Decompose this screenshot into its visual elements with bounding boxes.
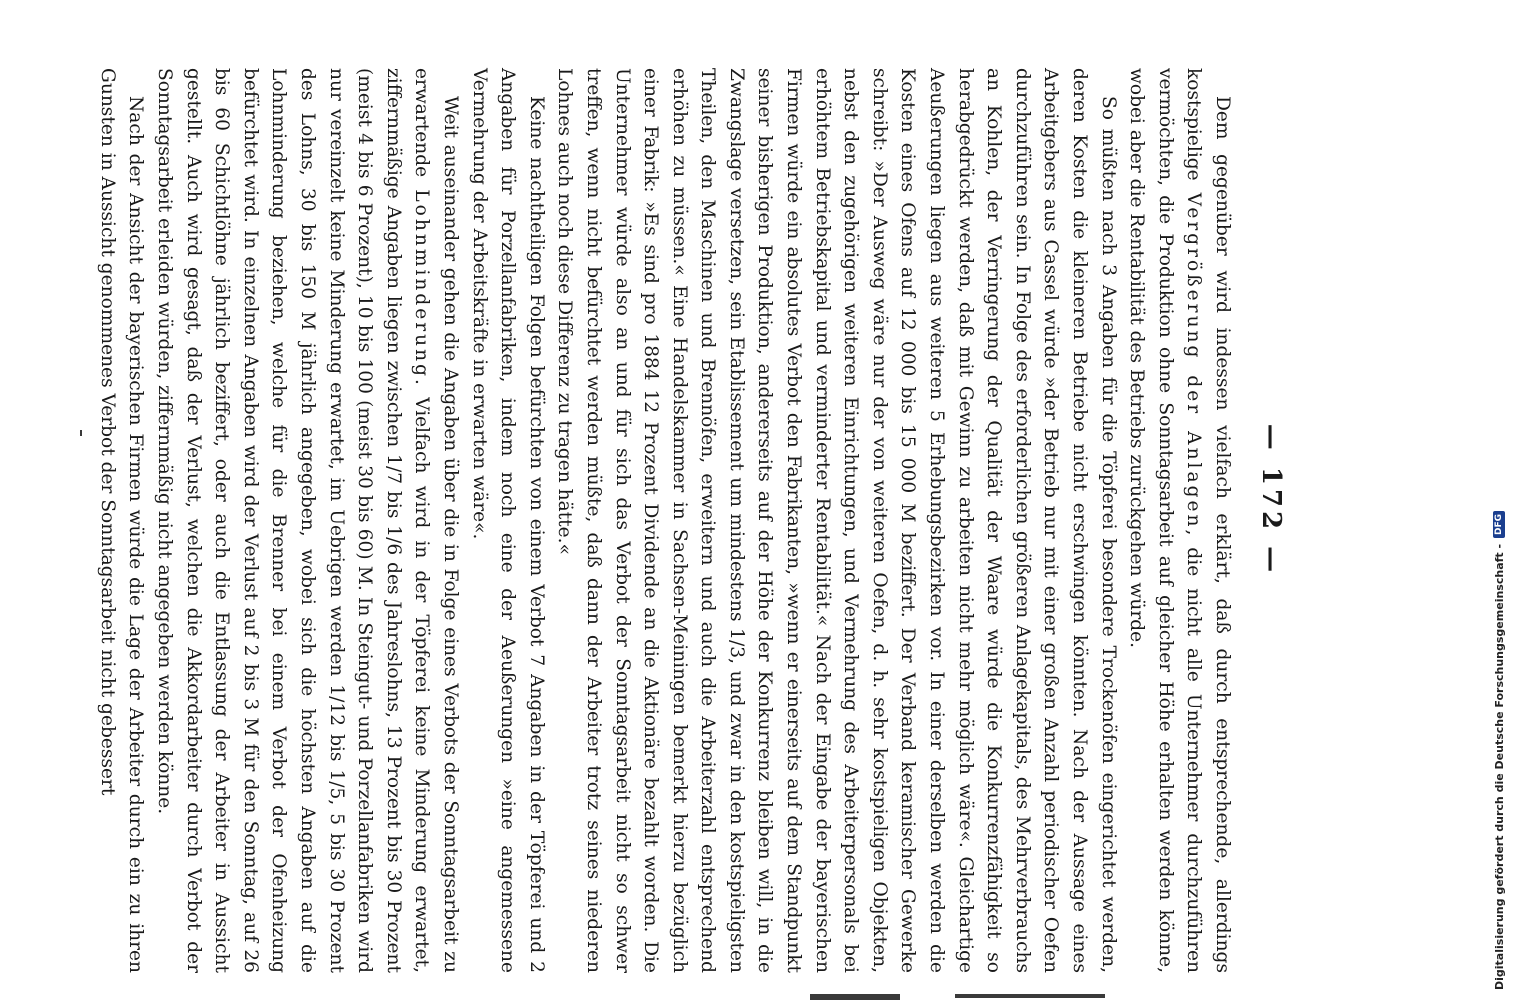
paragraph-4-emphasis: Lohnminderung xyxy=(411,189,433,380)
paragraph-5: Nach der Ansicht der bayerischen Firmen würde die Lage der Arbeiter durch ein zu ihren Gunsten in Aussicht genommenes Verbot der Sonntagsarbeit nicht gebessert xyxy=(96,68,147,973)
edge-mark-right xyxy=(810,994,900,1000)
paragraph-1-text-b: , die nicht alle Unternehmer durchzuführen vermöchten, die Produktion ohne Sonntagsarbeit auf gleicher Höhe erhalten werden könne, wobei aber die Rentabilität des Betriebs zurückgehen würde. xyxy=(1126,68,1205,973)
paragraph-4 xyxy=(149,68,464,973)
page-number: — 172 — xyxy=(1256,423,1286,577)
rotated-page xyxy=(96,0,1300,1000)
paragraph-4-text-a: Weit auseinander gehen die Angaben über die in Folge eines Verbots der Sonntagsarbeit zu erwartende xyxy=(411,68,461,973)
digitization-footer xyxy=(1488,0,1510,990)
paragraph-1-text-a: Dem gegenüber wird indessen vielfach erklärt, daß durch entsprechende, allerdings kostspielige xyxy=(1183,68,1233,973)
paragraph-4-text-b: . Vielfach wird in der Töpferei keine Minderung erwartet, ziffernmäßige Angaben liegen zwischen 1/7 bis 1/6 des Jahreslohns, 13 Prozent bis 30 Prozent (meist 4 bis 6 Prozent), 10 bis 100 (meist 30 bis 60) M. In Steingut- und Porzellanfabriken wird nur vereinzelt keine Minderung erwartet, im Uebrigen werden 1/12 bis 1/5, 5 bis 30 Prozent des Lohns, 30 bis 150 M jährlich angegeben, wobei sich die höchsten Angaben auf die Lohnminderung beziehen, welche für die Brenner bei einem Verbot der Ofenheizung befürchtet wird. In einzelnen Angaben wird der Verlust auf 2 bis 3 M für den Sonntag, auf 26 bis 60 Schichtlöhne jährlich beziffert, oder auch die Entlassung der Arbeiter in Aussicht gestellt. Auch wird gesagt, daß der Verlust, welchen die Akkordarbeiter durch Verbot der Sonntagsarbeit erleiden würden, ziffernmäßig nicht angegeben werden könne. xyxy=(154,68,433,973)
edge-mark-left xyxy=(955,994,1105,998)
paragraph-2: So müßten nach 3 Angaben für die Töpferei besondere Trockenöfen eingerichtet werden, deren Kosten die kleineren Betriebe nicht erschwingen könnten. Nach der Aussage eines Arbeitgebers aus Cassel würde »der Betrieb nur mit einer großen Anzahl periodischer Oefen durchzuführen sein. In Folge des erforderlichen größeren Anlagekapitals, des Mehrverbrauchs an Kohlen, der Verringerung der Qualität der Waare würde die Konkurrenzfähigkeit so herabgedrückt werden, daß mit Gewinn zu arbeiten nicht mehr möglich wäre«. Gleichartige Aeußerungen liegen aus weiteren 5 Erhebungsbezirken vor. In einer derselben werden die Kosten eines Ofens auf 12 000 bis 15 000 M beziffert. Der Verband keramischer Gewerke schreibt: »Der Ausweg wäre nur der von weiteren Oefen, d. h. sehr kostspieligen Objekten, nebst den zugehörigen weiteren Einrichtungen, und Vermehrung des Arbeiterpersonals bei erhöhtem Betriebskapital und verminderter Rentabilität.« Nach der Eingabe der bayerischen Firmen würde ein absolutes Verbot den Fabrikanten, »wenn er einerseits auf dem Standpunkt seiner bisherigen Produktion, andererseits auf der Höhe der Konkurrenz bleiben will, in die Zwangslage versetzen, sein Etablissement um mindestens 1/3, und zwar in den kostspieligsten Theilen, den Maschinen und Brennöfen, erweitern und auch die Arbeiterzahl entsprechend erhöhen zu müssen.« Eine Handelskammer in Sachsen-Meiningen bemerkt hierzu bezüglich einer Fabrik: »Es sind pro 1884 12 Prozent Dividende an die Aktionäre bezahlt worden. Die Unternehmer würde also an und für sich das Verbot der Sonntagsarbeit nicht so schwer treffen, wenn nicht befürchtet werden müßte, daß dann der Arbeiter trotz seines niederen Lohnes auch noch diese Differenz zu tragen hätte.« xyxy=(554,68,1119,973)
edge-mark-dot xyxy=(80,430,82,436)
paragraph-1 xyxy=(1122,68,1236,973)
paragraph-1-emphasis: Vergrößerung der Anlagen xyxy=(1183,192,1205,530)
document-body xyxy=(92,68,1236,973)
paragraph-3: Keine nachtheiligen Folgen befürchten von einem Verbot 7 Angaben in der Töpferei und 2 Angaben für Porzellanfabriken, indem noch eine der Aeußerungen »eine angemessene Vermehrung der Arbeitskräfte in erwarten wäre«. xyxy=(468,68,547,973)
dfg-logo: DFG xyxy=(1493,511,1505,538)
footer-text: Digitalisierung gefördert durch die Deutsche Forschungsgemeinschaft - xyxy=(1492,543,1506,990)
